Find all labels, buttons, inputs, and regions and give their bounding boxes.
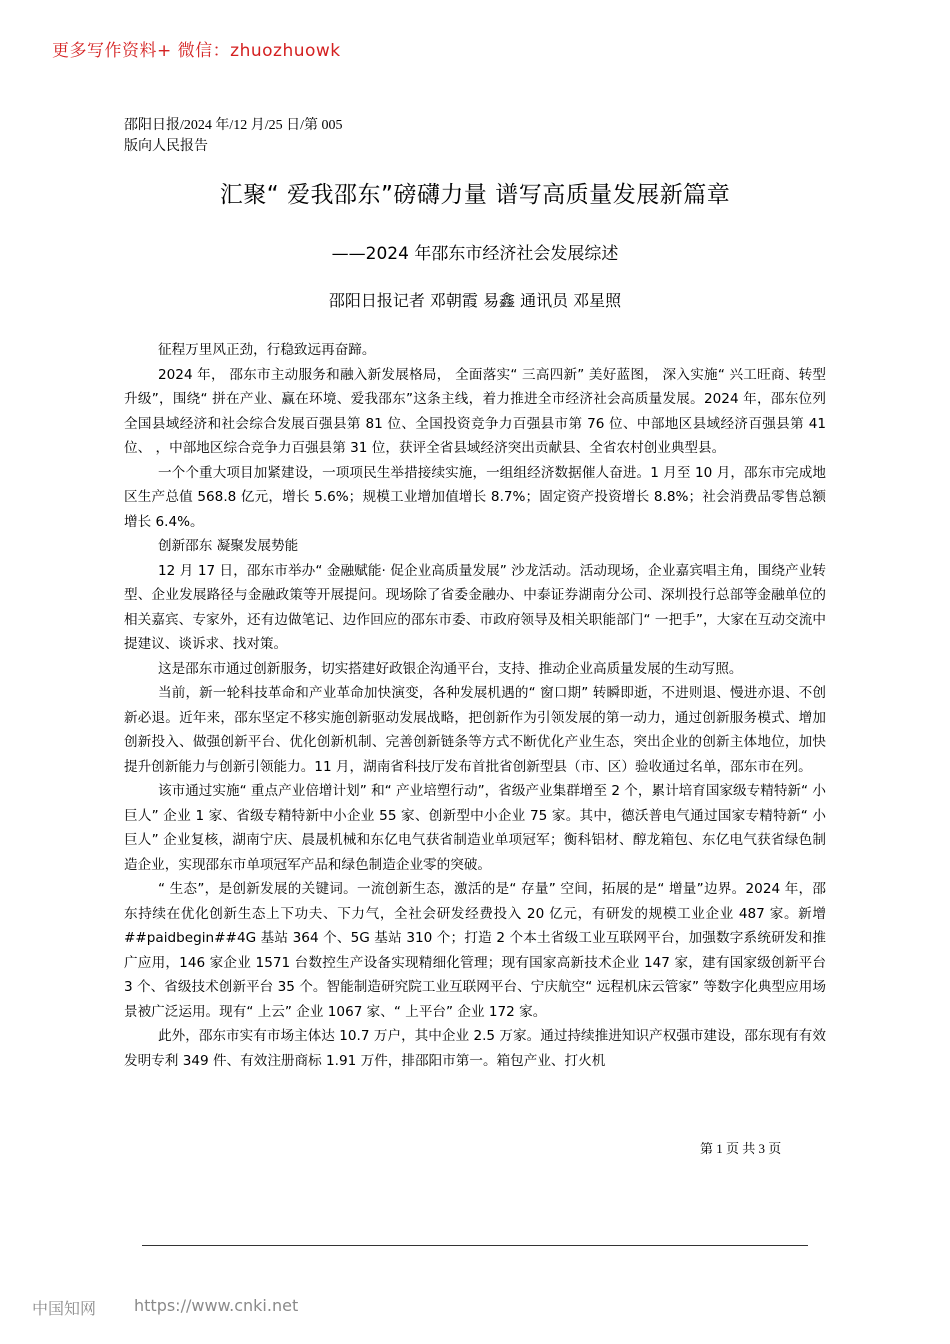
paragraph: 此外，邵东市实有市场主体达 10.7 万户，其中企业 2.5 万家。通过持续推进知识产权强市建设，邵东现有有效发明专利 349 件、有效注册商标 1.91 万件，排邵阳市第一。箱包产业、打火机 bbox=[124, 1028, 826, 1069]
paragraph: 这是邵东市通过创新服务，切实搭建好政银企沟通平台，支持、推动企业高质量发展的生动写照。 bbox=[158, 660, 743, 677]
paragraph: 征程万里风正劲，行稳致远再奋蹄。 bbox=[158, 342, 376, 358]
paragraph: “ 生态”，是创新发展的关键词。一流创新生态，激活的是“ 存量” 空间，拓展的是“ 增量”边界。2024 年，邵东持续在优化创新生态上下功夫、下力气，全社会研发经费投入 20 亿元，有研发的规模工业企业 487 家。新增 ##paidbegin##4G 基站 364 个、5G 基站 310 个；打造 2 个本土省级工业互联网平台，加强数字系统研发和推广应用，146 家企业 1571 台数控生产设备实现精细化管理；现有国家高新技术企业 147 家，建有国家级创新平台 3 个、省级技术创新平台 35 个。智能制造研究院工业互联网平台、宁庆航空“ 远程机床云管家” 等数字化典型应用场景被广泛运用。现有“ 上云” 企业 1067 家、“ 上平台” 企业 172 家。 bbox=[124, 881, 826, 1020]
paragraph: 12 月 17 日，邵东市举办“ 金融赋能· 促企业高质量发展” 沙龙活动。活动现场，企业嘉宾唱主角，围绕产业转型、企业发展路径与金融政策等开展提问。现场除了省委金融办、中泰证券湖南分公司、深圳投行总部等金融单位的相关嘉宾、专家外，还有边做笔记、边作回应的邵东市委、市政府领导及相关职能部门“ 一把手”，大家在互动交流中提建议、谈诉求、找对策。 bbox=[124, 562, 826, 652]
footer-divider bbox=[142, 1245, 808, 1246]
promo-banner: 更多写作资料+ 微信：zhuozhuowk bbox=[52, 41, 341, 61]
source-info bbox=[124, 115, 454, 157]
paragraph: 当前，新一轮科技革命和产业革命加快演变，各种发展机遇的“ 窗口期” 转瞬即逝，不进则退、慢进亦退、不创新必退。近年来，邵东坚定不移实施创新驱动发展战略，把创新作为引领发展的第一动力，通过创新服务模式、增加创新投入、做强创新平台、优化创新机制、完善创新链条等方式不断优化产业生态，突出企业的创新主体地位，加快提升创新能力与创新引领能力。11 月，湖南省科技厅发布首批省创新型县（市、区）验收通过名单，邵东市在列。 bbox=[124, 685, 826, 775]
article-body bbox=[124, 338, 826, 1073]
article-title: 汇聚“ 爱我邵东”磅礴力量 谱写高质量发展新篇章 bbox=[219, 182, 731, 208]
article-byline: 邵阳日报记者 邓朝霞 易鑫 通讯员 邓星照 bbox=[328, 291, 622, 310]
watermark-brand: 中国知网 bbox=[32, 1299, 97, 1318]
source-line: 邵阳日报/2024 年/12 月/25 日/第 005 bbox=[124, 118, 343, 133]
article-subtitle: ——2024 年邵东市经济社会发展综述 bbox=[331, 244, 619, 264]
paragraph: 该市通过实施“ 重点产业倍增计划” 和“ 产业培塑行动”，省级产业集群增至 2 个，累计培育国家级专精特新“ 小巨人” 企业 1 家、省级专精特新中小企业 55 家、创新型中小企业 75 家。其中，德沃普电气通过国家专精特新“ 小巨人” 企业复核，湖南宁庆、晨晟机械和东亿电气获省制造业单项冠军；衡科铝材、醇龙箱包、东亿电气获省绿色制造企业，实现邵东市单项冠军产品和绿色制造企业零的突破。 bbox=[124, 783, 826, 873]
section-heading: 创新邵东 凝聚发展势能 bbox=[158, 538, 299, 554]
paragraph: 2024 年， 邵东市主动服务和融入新发展格局， 全面落实“ 三高四新” 美好蓝图， 深入实施“ 兴工旺商、转型升级”，围绕“ 拼在产业、赢在环境、爱我邵东”这条主线，着力推进全市经济社会高质量发展。2024 年，邵东位列全国县域经济和社会综合发展百强县第 81 位、全国投资竞争力百强县市第 76 位、中部地区县域经济百强县第 41 位、 ，中部地区综合竞争力百强县第 31 位，获评全省县域经济突出贡献县、全省农村创业典型县。 bbox=[124, 366, 826, 456]
source-line: 版向人民报告 bbox=[124, 139, 208, 154]
paragraph: 一个个重大项目加紧建设，一项项民生举措接续实施，一组组经济数据催人奋进。1 月至 10 月，邵东市完成地区生产总值 568.8 亿元，增长 5.6%；规模工业增加值增长 8.7%；固定资产投资增长 8.8%；社会消费品零售总额增长 6.4%。 bbox=[124, 464, 826, 530]
watermark-url[interactable]: https://www.cnki.net bbox=[134, 1296, 299, 1315]
page-indicator: 第 1 页 共 3 页 bbox=[700, 1141, 782, 1156]
